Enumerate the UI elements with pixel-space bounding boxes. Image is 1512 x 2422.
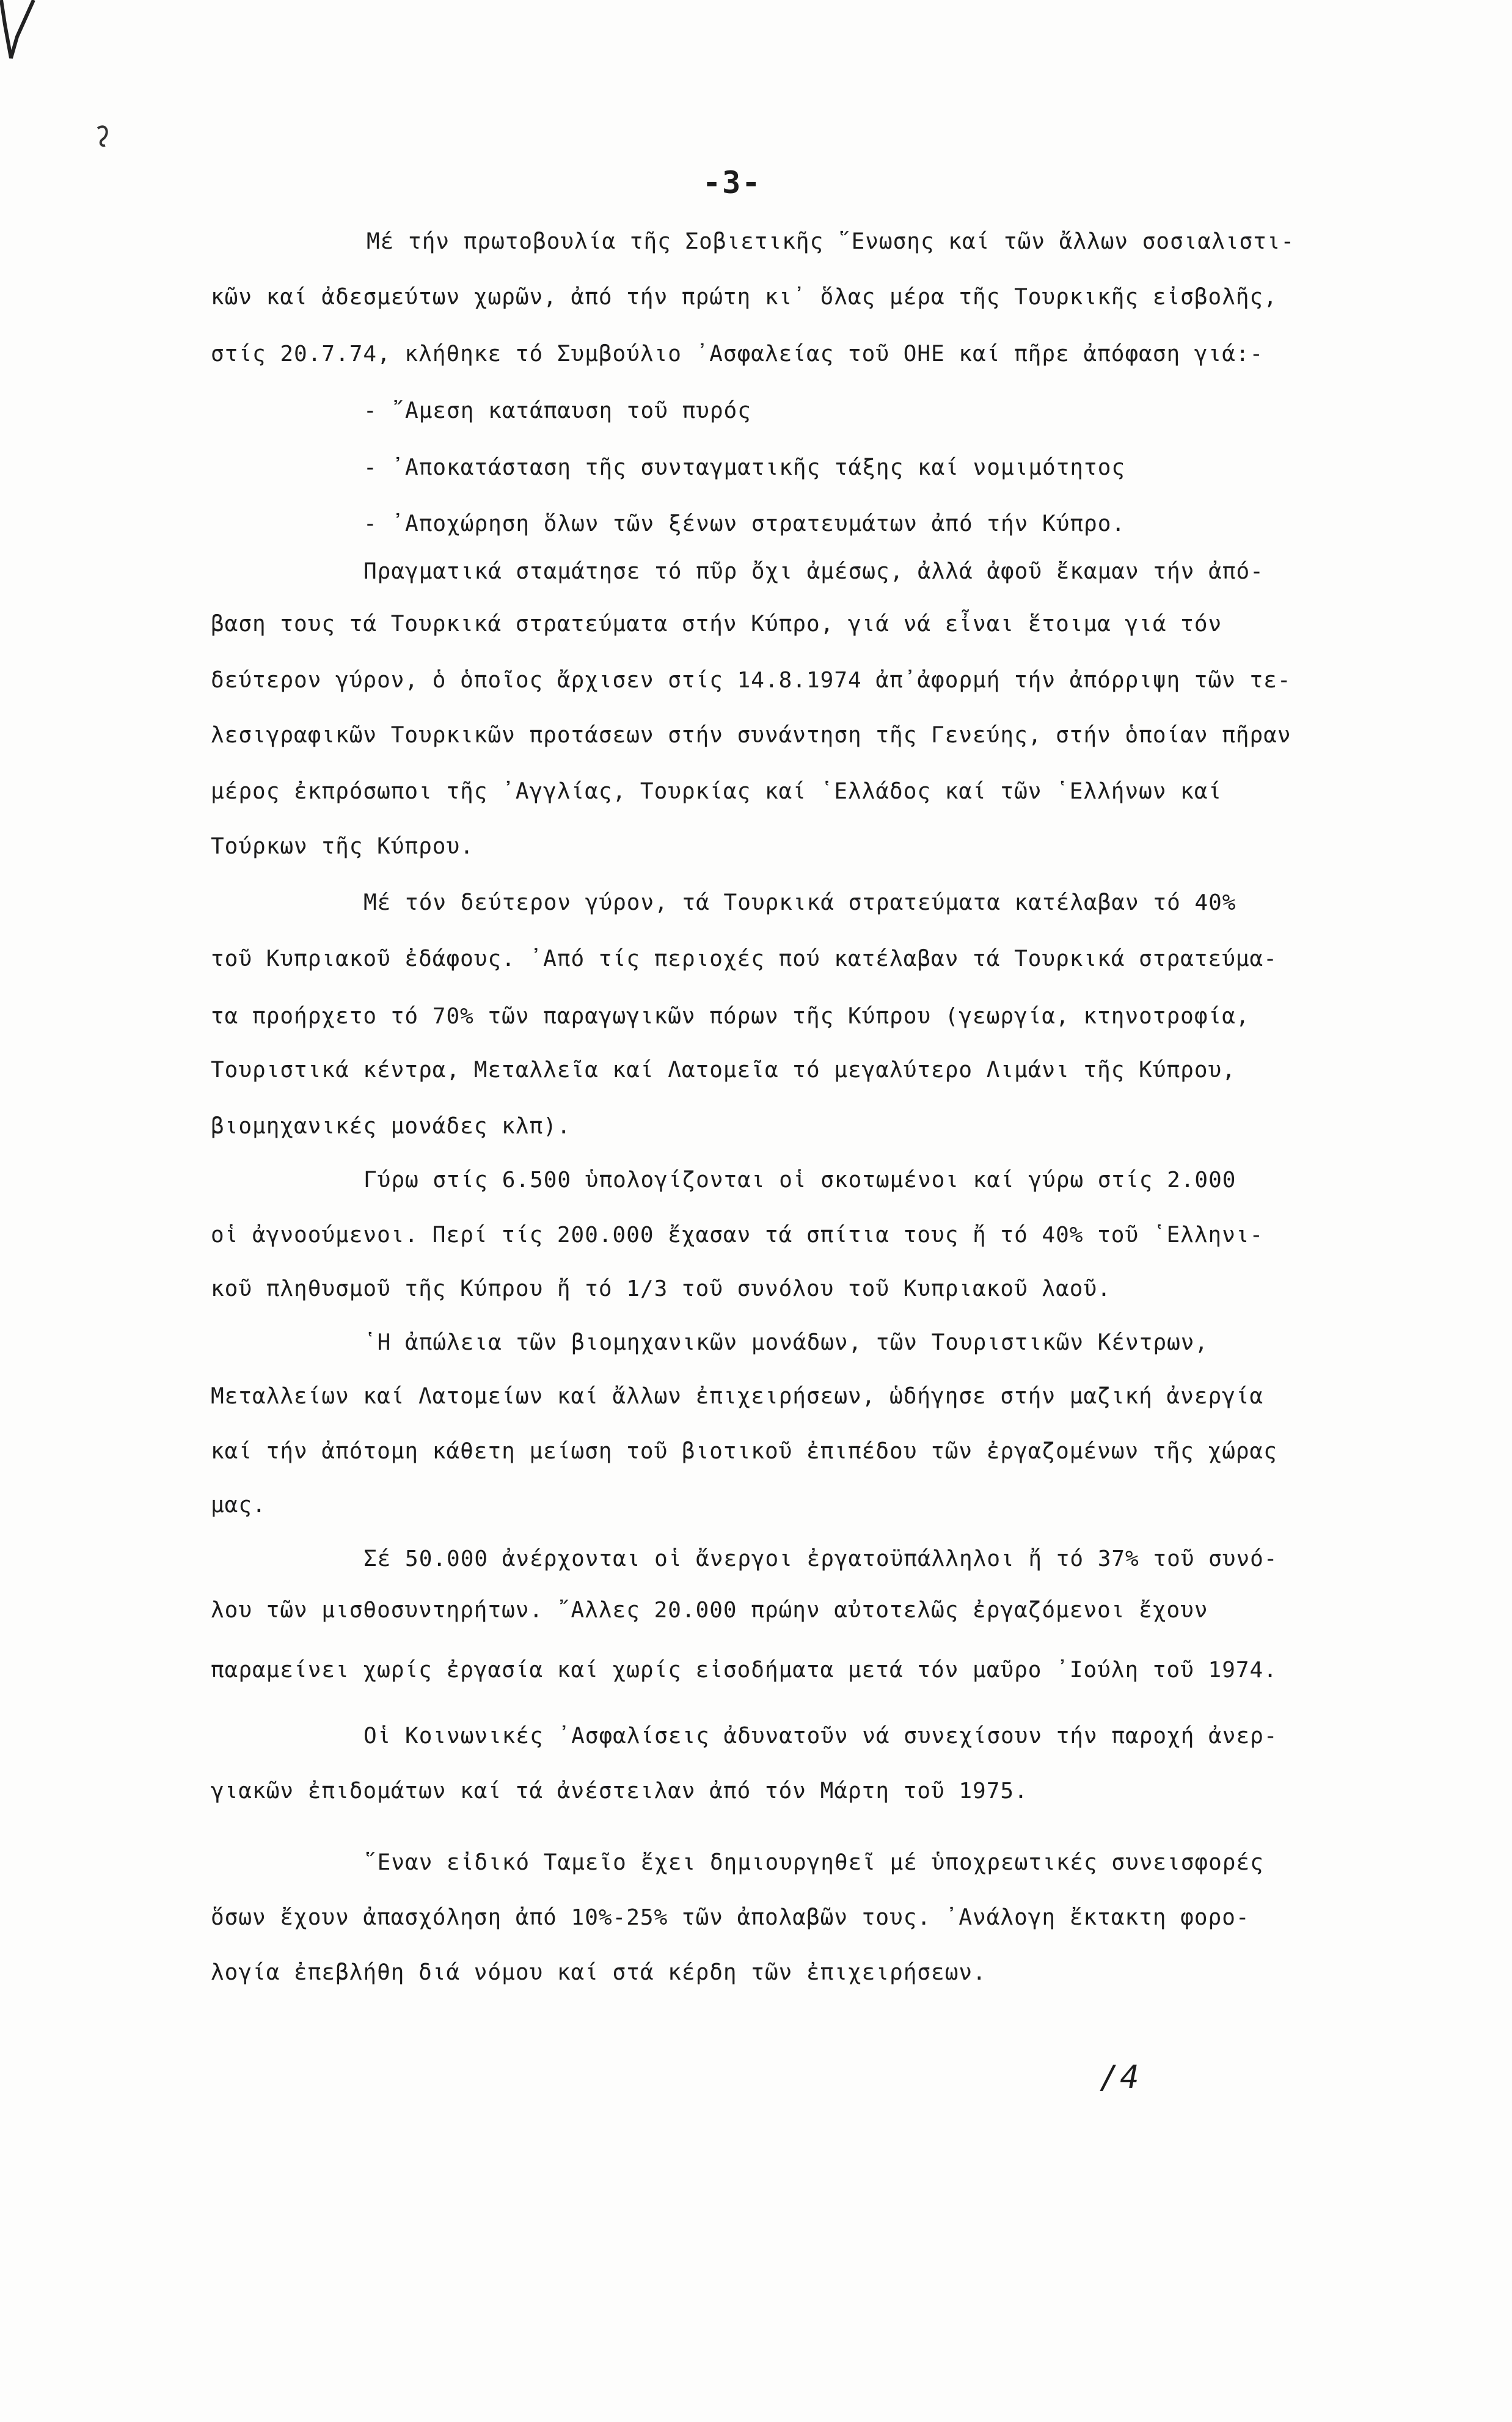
text-line: ῾Η ἀπώλεια τῶν βιομηχανικῶν μονάδων, τῶν Τουριστικῶν Κέντρων, (363, 1330, 1209, 1355)
text-line: τα προήρχετο τό 70% τῶν παραγωγικῶν πόρων τῆς Κύπρου (γεωργία, κτηνοτροφία, (211, 1004, 1250, 1029)
text-line: Τουριστικά κέντρα, Μεταλλεῖα καί Λατομεῖα τό μεγαλύτερο Λιμάνι τῆς Κύπρου, (211, 1058, 1236, 1083)
text-line: - ῎Αμεση κατάπαυση τοῦ πυρός (363, 398, 751, 423)
corner-ink-mark (0, 0, 55, 67)
text-line: μας. (211, 1493, 266, 1518)
stray-ink-mark (92, 116, 116, 153)
text-line: τοῦ Κυπριακοῦ ἐδάφους. ᾽Από τίς περιοχές πού κατέλαβαν τά Τουρκικά στρατεύμα- (211, 946, 1277, 971)
text-line: γιακῶν ἐπιδομάτων καί τά ἀνέστειλαν ἀπό τόν Μάρτη τοῦ 1975. (211, 1779, 1028, 1804)
text-line: Μέ τήν πρωτοβουλία τῆς Σοβιετικῆς ῞Ενωσης καί τῶν ἄλλων σοσιαλιστι- (367, 229, 1295, 254)
text-line: Οἱ Κοινωνικές ᾽Ασφαλίσεις ἀδυνατοῦν νά συνεχίσουν τήν παροχή ἀνερ- (363, 1724, 1278, 1749)
text-line: Σέ 50.000 ἀνέρχονται οἱ ἄνεργοι ἐργατοϋπάλληλοι ἤ τό 37% τοῦ συνό- (363, 1546, 1278, 1571)
text-line: κοῦ πληθυσμοῦ τῆς Κύπρου ἤ τό 1/3 τοῦ συνόλου τοῦ Κυπριακοῦ λαοῦ. (211, 1276, 1111, 1301)
text-line: Τούρκων τῆς Κύπρου. (211, 834, 474, 859)
text-line: λου τῶν μισθοσυντηρήτων. ῎Αλλες 20.000 πρώην αὐτοτελῶς ἐργαζόμενοι ἔχουν (211, 1598, 1208, 1623)
text-line: παραμείνει χωρίς ἐργασία καί χωρίς εἰσοδήματα μετά τόν μαῦρο ᾽Ιούλη τοῦ 1974. (211, 1658, 1277, 1683)
text-line: μέρος ἐκπρόσωποι τῆς ᾽Αγγλίας, Τουρκίας καί ῾Ελλάδος καί τῶν ῾Ελλήνων καί (211, 779, 1222, 804)
text-line: ῞Εναν εἰδικό Ταμεῖο ἔχει δημιουργηθεῖ μέ ὑποχρεωτικές συνεισφορές (363, 1850, 1264, 1875)
continuation-mark: /4 (1100, 2059, 1141, 2096)
text-line: Μέ τόν δεύτερον γύρον, τά Τουρκικά στρατεύματα κατέλαβαν τό 40% (363, 890, 1236, 915)
text-line: - ᾽Αποκατάσταση τῆς συνταγματικῆς τάξης καί νομιμότητος (363, 455, 1126, 480)
text-line: ὅσων ἔχουν ἀπασχόληση ἀπό 10%-25% τῶν ἀπολαβῶν τους. ᾽Ανάλογη ἔκτακτη φορο- (211, 1905, 1250, 1930)
text-line: δεύτερον γύρον, ὁ ὁποῖος ἄρχισεν στίς 14.8.1974 ἀπ᾽ἀφορμή τήν ἀπόρριψη τῶν τε- (211, 668, 1291, 693)
text-line: Γύρω στίς 6.500 ὑπολογίζονται οἱ σκοτωμένοι καί γύρω στίς 2.000 (363, 1168, 1236, 1193)
text-line: Μεταλλείων καί Λατομείων καί ἄλλων ἐπιχειρήσεων, ὡδήγησε στήν μαζική ἀνεργία (211, 1384, 1264, 1409)
text-line: βαση τους τά Τουρκικά στρατεύματα στήν Κύπρο, γιά νά εἶναι ἕτοιμα γιά τόν (211, 612, 1222, 637)
text-line: καί τήν ἀπότομη κάθετη μείωση τοῦ βιοτικοῦ ἐπιπέδου τῶν ἐργαζομένων τῆς χώρας (211, 1439, 1277, 1464)
text-line: λογία ἐπεβλήθη διά νόμου καί στά κέρδη τῶν ἐπιχειρήσεων. (211, 1960, 987, 1985)
text-line: κῶν καί ἀδεσμεύτων χωρῶν, ἀπό τήν πρώτη κι᾽ ὅλας μέρα τῆς Τουρκικῆς εἰσβολῆς, (211, 285, 1277, 310)
text-line: Πραγματικά σταμάτησε τό πῦρ ὄχι ἀμέσως, ἀλλά ἀφοῦ ἔκαμαν τήν ἀπό- (363, 559, 1264, 584)
text-line: οἱ ἀγνοούμενοι. Περί τίς 200.000 ἔχασαν τά σπίτια τους ἤ τό 40% τοῦ ῾Ελληνι- (211, 1223, 1264, 1248)
text-line: βιομηχανικές μονάδες κλπ). (211, 1114, 571, 1139)
text-line: στίς 20.7.74, κλήθηκε τό Συμβούλιο ᾽Ασφαλείας τοῦ ΟΗΕ καί πῆρε ἀπόφαση γιά:- (211, 342, 1264, 367)
text-line: - ᾽Αποχώρηση ὅλων τῶν ξένων στρατευμάτων ἀπό τήν Κύπρο. (363, 511, 1126, 536)
text-line: λεσιγραφικῶν Τουρκικῶν προτάσεων στήν συνάντηση τῆς Γενεύης, στήν ὁποίαν πῆραν (211, 723, 1291, 748)
page-number: -3- (703, 165, 762, 200)
